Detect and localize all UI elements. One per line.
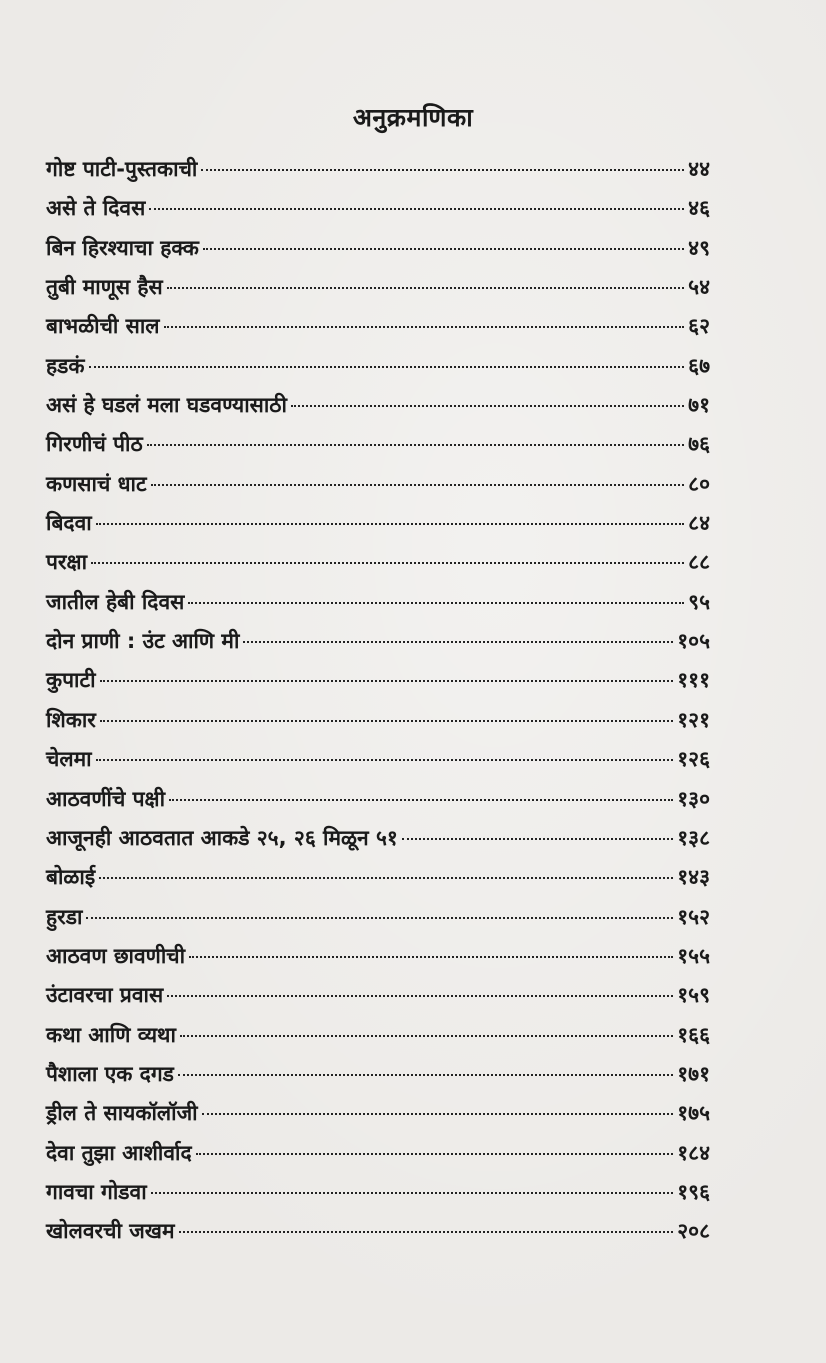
- dot-leader: [291, 405, 684, 407]
- toc-entry-title: आठवणींचे पक्षी: [46, 786, 166, 811]
- toc-entry: [46, 706, 710, 745]
- page-title: अनुक्रमणिका: [352, 103, 474, 132]
- toc-entry-title: गोष्ट पाटी-पुस्तकाची: [46, 157, 198, 181]
- toc-entry-title: शिकार: [46, 707, 96, 732]
- dot-leader: [151, 1192, 674, 1194]
- toc-entry-title: कुपाटी: [46, 668, 96, 693]
- toc-entry-page-number: ८०: [688, 471, 710, 496]
- toc-entry: [46, 863, 710, 902]
- toc-entry: [46, 548, 710, 587]
- toc-entry: [46, 312, 710, 351]
- toc-entry: [46, 1099, 710, 1138]
- dot-leader: [201, 169, 684, 171]
- toc-entry-page-number: १७१: [677, 1061, 710, 1086]
- toc-entry: [46, 588, 710, 627]
- toc-entry-page-number: ७६: [688, 432, 710, 457]
- toc-entry-page-number: १५२: [677, 904, 710, 929]
- dot-leader: [89, 366, 685, 368]
- dot-leader: [151, 484, 685, 486]
- dot-leader: [167, 287, 684, 289]
- dot-leader: [202, 1113, 674, 1115]
- toc-entry: [46, 745, 710, 784]
- toc-entry: [46, 352, 710, 391]
- toc-entry-title: जातील हेबी दिवस: [46, 589, 185, 614]
- toc-entry-page-number: १९६: [677, 1179, 710, 1204]
- dot-leader: [178, 1074, 673, 1076]
- dot-leader: [203, 248, 684, 250]
- toc-entry-title: बिन हिरश्याचा हक्क: [46, 235, 199, 260]
- toc-entry-title: उंटावरचा प्रवास: [46, 983, 164, 1008]
- dot-leader: [147, 444, 684, 446]
- toc-entry: [46, 824, 710, 863]
- dot-leader: [188, 602, 684, 604]
- toc-entry: [46, 1060, 710, 1099]
- dot-leader: [91, 562, 684, 564]
- dot-leader: [96, 759, 674, 761]
- toc-entry-title: कणसाचं धाट: [46, 471, 147, 496]
- toc-entry-page-number: १६६: [677, 1022, 710, 1047]
- toc-entry-title: चेलमा: [46, 747, 92, 772]
- dot-leader: [100, 720, 673, 722]
- toc-entry: [46, 509, 710, 548]
- toc-entry-page-number: ४९: [688, 235, 710, 260]
- dot-leader: [167, 995, 673, 997]
- toc-entry-title: बिदवा: [46, 511, 92, 536]
- toc-entry: [46, 1178, 710, 1217]
- toc-entry-page-number: १५९: [677, 983, 710, 1008]
- toc-entry: [46, 430, 710, 469]
- toc-entry-page-number: ८४: [688, 511, 710, 536]
- toc-entry: [46, 785, 710, 824]
- toc-entry: [46, 155, 710, 194]
- toc-entry: [46, 627, 710, 666]
- toc-entry-title: देवा तुझा आशीर्वाद: [46, 1140, 192, 1165]
- dot-leader: [243, 641, 673, 643]
- dot-leader: [180, 1035, 673, 1037]
- toc-entry-title: आठवण छावणीची: [46, 943, 186, 968]
- dot-leader: [100, 680, 674, 682]
- toc-entry-title: दोन प्राणी : उंट आणि मी: [46, 629, 240, 654]
- toc-entry: [46, 1217, 710, 1256]
- toc-entry-page-number: ७१: [688, 393, 710, 418]
- toc-entry: [46, 234, 710, 273]
- toc-entry: [46, 903, 710, 942]
- toc-entry-title: हुरडा: [46, 904, 83, 929]
- toc-entry-title: गावचा गोडवा: [46, 1179, 147, 1204]
- dot-leader: [169, 799, 673, 801]
- toc-entry-title: तुबी माणूस हैस: [46, 275, 163, 300]
- toc-entry-page-number: ९५: [688, 589, 710, 614]
- toc-entry: [46, 1021, 710, 1060]
- dot-leader: [179, 1231, 674, 1233]
- toc-entry: [46, 194, 710, 233]
- toc-entry-page-number: १४३: [677, 865, 710, 890]
- toc-entry-title: आजूनही आठवतात आकडे २५, २६ मिळून ५१: [46, 825, 398, 850]
- toc-entry-page-number: १३०: [677, 786, 710, 811]
- toc-entry-page-number: १२६: [677, 747, 710, 772]
- dot-leader: [196, 1153, 674, 1155]
- toc-entry-page-number: १११: [677, 668, 710, 693]
- toc-entry-page-number: ६२: [688, 314, 710, 339]
- toc-entry-title: बाभळीची साल: [46, 314, 160, 339]
- toc-entry-title: हडकं: [46, 353, 85, 378]
- dot-leader: [164, 326, 685, 328]
- toc-entry-page-number: १२१: [677, 707, 710, 732]
- toc-entry: [46, 942, 710, 981]
- toc-entry-title: खोलवरची जखम: [46, 1219, 175, 1244]
- dot-leader: [99, 877, 673, 879]
- dot-leader: [86, 917, 673, 919]
- dot-leader: [189, 956, 673, 958]
- toc-entry-page-number: १८४: [677, 1140, 710, 1165]
- dot-leader: [149, 208, 684, 210]
- toc-entry: [46, 981, 710, 1020]
- toc-entry-title: गिरणीचं पीठ: [46, 432, 143, 457]
- toc-entry: [46, 470, 710, 509]
- dot-leader: [96, 523, 684, 525]
- toc-entry-page-number: १३८: [677, 825, 710, 850]
- toc-entry: [46, 666, 710, 705]
- toc-entry: [46, 391, 710, 430]
- toc-entry-page-number: २०८: [677, 1219, 710, 1244]
- toc-entry-page-number: ४४: [688, 157, 710, 181]
- toc-entry: [46, 1139, 710, 1178]
- toc-entry-page-number: ५४: [688, 275, 710, 300]
- toc-entry-title: असे ते दिवस: [46, 196, 146, 221]
- toc-entry: [46, 273, 710, 312]
- toc-entry-title: पैशाला एक दगड: [46, 1061, 174, 1086]
- toc-entry-title: ड्रील ते सायकॉलॉजी: [46, 1101, 198, 1126]
- toc-entry-page-number: ६७: [688, 353, 710, 378]
- toc-entry-title: असं हे घडलं मला घडवण्यासाठी: [46, 393, 287, 418]
- table-of-contents: [46, 155, 710, 1257]
- toc-entry-page-number: १०५: [677, 629, 710, 654]
- toc-entry-title: बोळाई: [46, 865, 96, 890]
- toc-entry-title: परक्षा: [46, 550, 88, 575]
- toc-entry-page-number: १७५: [677, 1101, 710, 1126]
- toc-entry-page-number: ८८: [688, 550, 710, 575]
- dot-leader: [402, 838, 673, 840]
- toc-entry-title: कथा आणि व्यथा: [46, 1022, 176, 1047]
- toc-entry-page-number: ४६: [688, 196, 710, 221]
- toc-entry-page-number: १५५: [677, 943, 710, 968]
